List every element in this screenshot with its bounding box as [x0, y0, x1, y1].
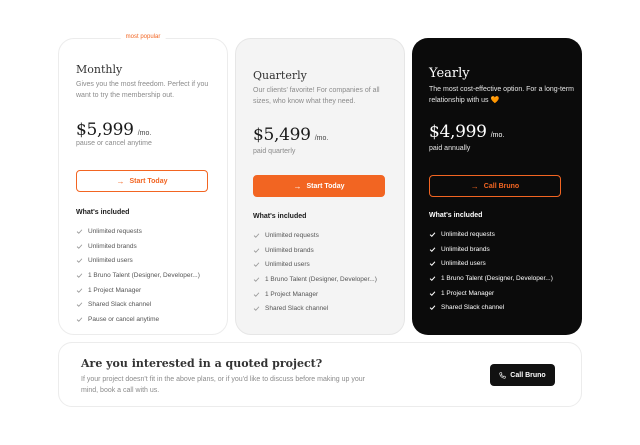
plan-name: Quarterly: [253, 69, 307, 82]
included-title: What's included: [253, 213, 307, 220]
plan-description: Gives you the most freedom. Perfect if you want to try the membership out.: [76, 81, 209, 99]
list-item: Unlimited requests: [253, 228, 377, 243]
billing-note: paid quarterly: [253, 148, 296, 155]
check-icon: [253, 305, 260, 312]
list-item: 1 Bruno Talent (Designer, Developer...): [253, 272, 377, 287]
price-row: [253, 125, 328, 145]
check-icon: [253, 291, 260, 298]
cta-label: Start Today: [129, 177, 168, 185]
check-icon: [76, 257, 83, 264]
check-icon: [76, 228, 83, 235]
check-icon: [253, 276, 260, 283]
billing-note: pause or cancel anytime: [76, 140, 152, 147]
check-icon: [429, 304, 436, 311]
cta-label: Start Today: [306, 182, 345, 190]
arrow-right-icon: →: [293, 181, 302, 191]
check-icon: [429, 231, 436, 238]
call-button-label: Call Bruno: [510, 371, 546, 379]
call-bruno-button[interactable]: [429, 175, 561, 197]
price-period: /mo.: [314, 135, 329, 142]
plan-price: $5,999: [76, 120, 134, 140]
list-item: Unlimited requests: [429, 227, 553, 242]
list-item: 1 Project Manager: [76, 283, 200, 298]
check-icon: [429, 260, 436, 267]
feature-list: [76, 224, 200, 327]
list-item: Unlimited users: [76, 253, 200, 268]
check-icon: [253, 247, 260, 254]
check-icon: [76, 287, 83, 294]
check-icon: [76, 272, 83, 279]
heart-icon: 🧡: [490, 97, 500, 104]
price-period: /mo.: [137, 130, 152, 137]
included-title: What's included: [76, 209, 130, 216]
list-item: Unlimited users: [429, 256, 553, 271]
quote-title: Are you interested in a quoted project?: [81, 357, 323, 370]
price-row: [429, 122, 504, 142]
check-icon: [76, 316, 83, 323]
plan-description: Our clients' favorite! For companies of all sizes, who know what they need.: [253, 87, 380, 105]
list-item: 1 Project Manager: [429, 286, 553, 301]
list-item: Unlimited requests: [76, 224, 200, 239]
included-title: What's included: [429, 212, 483, 219]
phone-icon: [499, 372, 506, 379]
list-item: 1 Bruno Talent (Designer, Developer...): [76, 268, 200, 283]
list-item: Unlimited brands: [253, 243, 377, 258]
list-item: Shared Slack channel: [76, 297, 200, 312]
list-item: Unlimited users: [253, 257, 377, 272]
cta-label: Call Bruno: [483, 182, 520, 190]
arrow-right-icon: →: [116, 176, 125, 186]
plan-price: $4,999: [429, 122, 487, 142]
plan-name: Monthly: [76, 63, 123, 76]
list-item: Shared Slack channel: [253, 301, 377, 316]
list-item: Shared Slack channel: [429, 300, 553, 315]
check-icon: [429, 290, 436, 297]
list-item: Unlimited brands: [76, 239, 200, 254]
call-bruno-button[interactable]: [490, 364, 555, 386]
list-item: Pause or cancel anytime: [76, 312, 200, 327]
most-popular-badge: most popular: [121, 33, 166, 41]
check-icon: [253, 261, 260, 268]
list-item: Unlimited brands: [429, 242, 553, 257]
plan-price: $5,499: [253, 125, 311, 145]
check-icon: [253, 232, 260, 239]
check-icon: [76, 301, 83, 308]
check-icon: [429, 246, 436, 253]
price-row: [76, 120, 151, 140]
quote-description: If your project doesn't fit in the above plans, or if you'd like to discuss before making up your mind, book a call with us.: [81, 376, 365, 394]
check-icon: [76, 243, 83, 250]
list-item: 1 Project Manager: [253, 287, 377, 302]
start-today-button[interactable]: [76, 170, 208, 192]
check-icon: [429, 275, 436, 282]
start-today-button[interactable]: [253, 175, 385, 197]
quoted-project-box: [58, 342, 582, 407]
plan-card-yearly: [412, 38, 582, 335]
feature-list: [429, 227, 553, 315]
billing-note: paid annually: [429, 145, 471, 152]
price-period: /mo.: [490, 132, 505, 139]
plan-card-quarterly: [235, 38, 405, 335]
plan-description: The most cost-effective option. For a long-term relationship with us 🧡: [429, 86, 574, 104]
plan-name: Yearly: [429, 66, 470, 81]
plan-card-monthly: [58, 34, 228, 335]
arrow-right-icon: →: [470, 181, 479, 191]
feature-list: [253, 228, 377, 316]
list-item: 1 Bruno Talent (Designer, Developer...): [429, 271, 553, 286]
